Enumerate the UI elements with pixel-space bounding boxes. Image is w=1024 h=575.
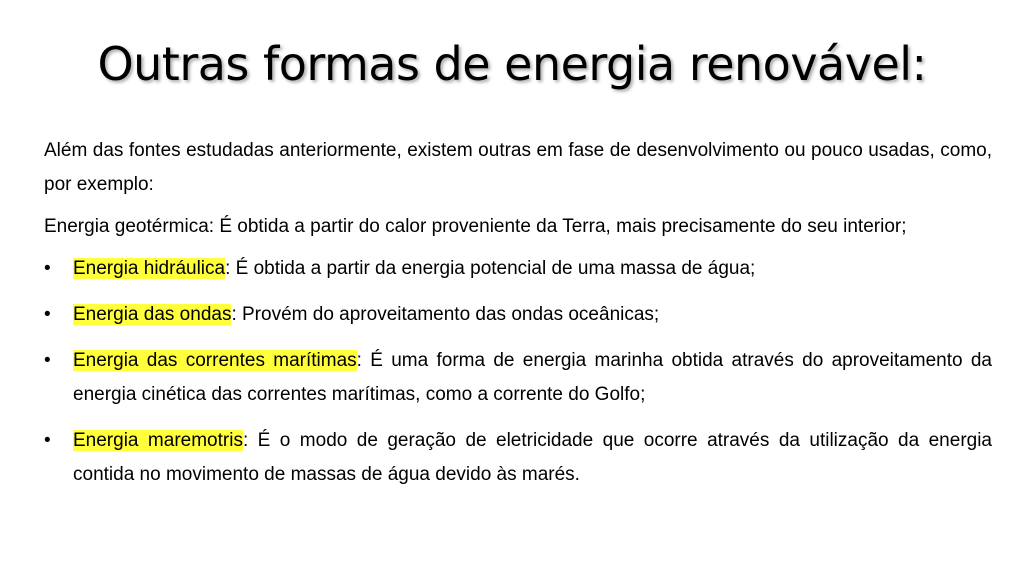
highlighted-term: Energia das ondas <box>73 304 232 325</box>
energy-bullet-list <box>44 252 992 492</box>
intro-paragraph: Além das fontes estudadas anteriormente, existem outras em fase de desenvolvimento ou pouco usadas, como, por exemplo: <box>44 140 992 195</box>
highlighted-term: Energia hidráulica <box>73 258 226 279</box>
bullet-icon: • <box>44 304 51 325</box>
list-item <box>44 298 992 332</box>
list-item <box>44 252 992 286</box>
bullet-text: : É uma forma de energia marinha obtida através do aproveitamento da energia cinética das correntes marítimas, como a corrente do Golfo; <box>73 350 992 405</box>
bullet-icon: • <box>44 430 51 451</box>
bullet-icon: • <box>44 350 51 371</box>
bullet-text: : É obtida a partir da energia potencial de uma massa de água; <box>225 258 756 279</box>
slide-body <box>44 134 992 504</box>
bullet-text: : É o modo de geração de eletricidade que ocorre através da utilização da energia contida no movimento de massas de água devido às marés. <box>73 430 993 485</box>
highlighted-term: Energia maremotris <box>73 430 243 451</box>
list-item <box>44 424 992 492</box>
highlighted-term: Energia das correntes marítimas <box>73 350 357 371</box>
geothermal-paragraph: Energia geotérmica: É obtida a partir do calor proveniente da Terra, mais precisamente do seu interior; <box>44 216 907 237</box>
bullet-text: : Provém do aproveitamento das ondas oceânicas; <box>231 304 660 325</box>
bullet-icon: • <box>44 258 51 279</box>
list-item <box>44 344 992 412</box>
slide-title: Outras formas de energia renovável: <box>97 37 927 91</box>
